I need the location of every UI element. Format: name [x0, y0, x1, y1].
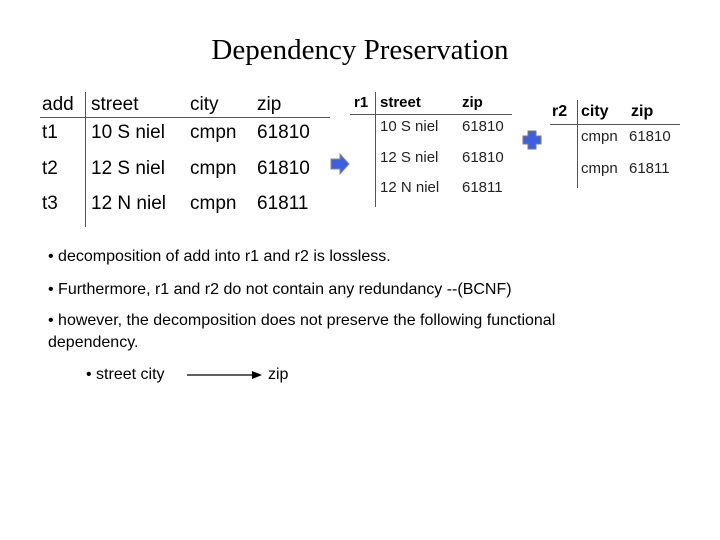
add-cell: 61810: [257, 122, 310, 143]
r1-cell: 12 N niel: [380, 179, 440, 196]
add-table: [40, 92, 330, 227]
add-col-zip: zip: [257, 94, 282, 115]
r1-col-street: street: [380, 94, 421, 111]
add-row-id: t1: [42, 122, 58, 143]
bullet-lossless: • decomposition of add into r1 and r2 is lossless.: [48, 248, 391, 265]
r2-table: [550, 100, 680, 188]
r2-row-divider: [577, 100, 578, 188]
fd-rhs: zip: [268, 366, 289, 383]
r1-cell: 61810: [462, 118, 504, 135]
add-cell: 10 S niel: [91, 122, 165, 143]
r2-cell: cmpn: [581, 128, 618, 145]
add-table-name: add: [42, 94, 74, 115]
r1-cell: 61810: [462, 149, 504, 166]
add-row-id: t2: [42, 158, 58, 179]
r2-cell: 61811: [629, 160, 670, 177]
page-title: Dependency Preservation: [211, 34, 509, 66]
add-cell: 61811: [257, 193, 309, 214]
r2-cell: cmpn: [581, 160, 618, 177]
r1-row-divider: [375, 92, 376, 207]
add-cell: cmpn: [190, 193, 237, 214]
r2-col-zip: zip: [631, 103, 654, 120]
r1-col-zip: zip: [462, 94, 483, 111]
bullet-bcnf: • Furthermore, r1 and r2 do not contain any redundancy --(BCNF): [48, 281, 512, 298]
r1-table: [350, 92, 512, 207]
r2-cell: 61810: [629, 128, 671, 145]
bullet-not-preserved: • however, the decomposition does not preserve the following functional dependency.: [48, 312, 556, 351]
add-row-id: t3: [42, 193, 58, 214]
r1-cell: 12 S niel: [380, 149, 439, 166]
add-cell: 12 N niel: [91, 193, 166, 214]
add-row-divider: [85, 92, 86, 227]
add-cell: cmpn: [190, 122, 237, 143]
fd-arrow-icon: [186, 369, 262, 381]
plus-icon: [522, 130, 542, 150]
add-col-street: street: [91, 94, 139, 115]
add-cell: 61810: [257, 158, 310, 179]
add-cell: 12 S niel: [91, 158, 165, 179]
r2-header-divider: [550, 124, 680, 125]
right-arrow-icon: [330, 153, 350, 175]
add-cell: cmpn: [190, 158, 237, 179]
add-col-city: city: [190, 94, 219, 115]
r1-cell: 61811: [462, 179, 503, 196]
r1-table-name: r1: [354, 94, 369, 111]
add-header-divider: [40, 117, 330, 118]
r2-table-name: r2: [552, 103, 568, 120]
fd-lhs: • street city: [86, 366, 165, 383]
r2-col-city: city: [581, 103, 609, 120]
r1-cell: 10 S niel: [380, 118, 439, 135]
